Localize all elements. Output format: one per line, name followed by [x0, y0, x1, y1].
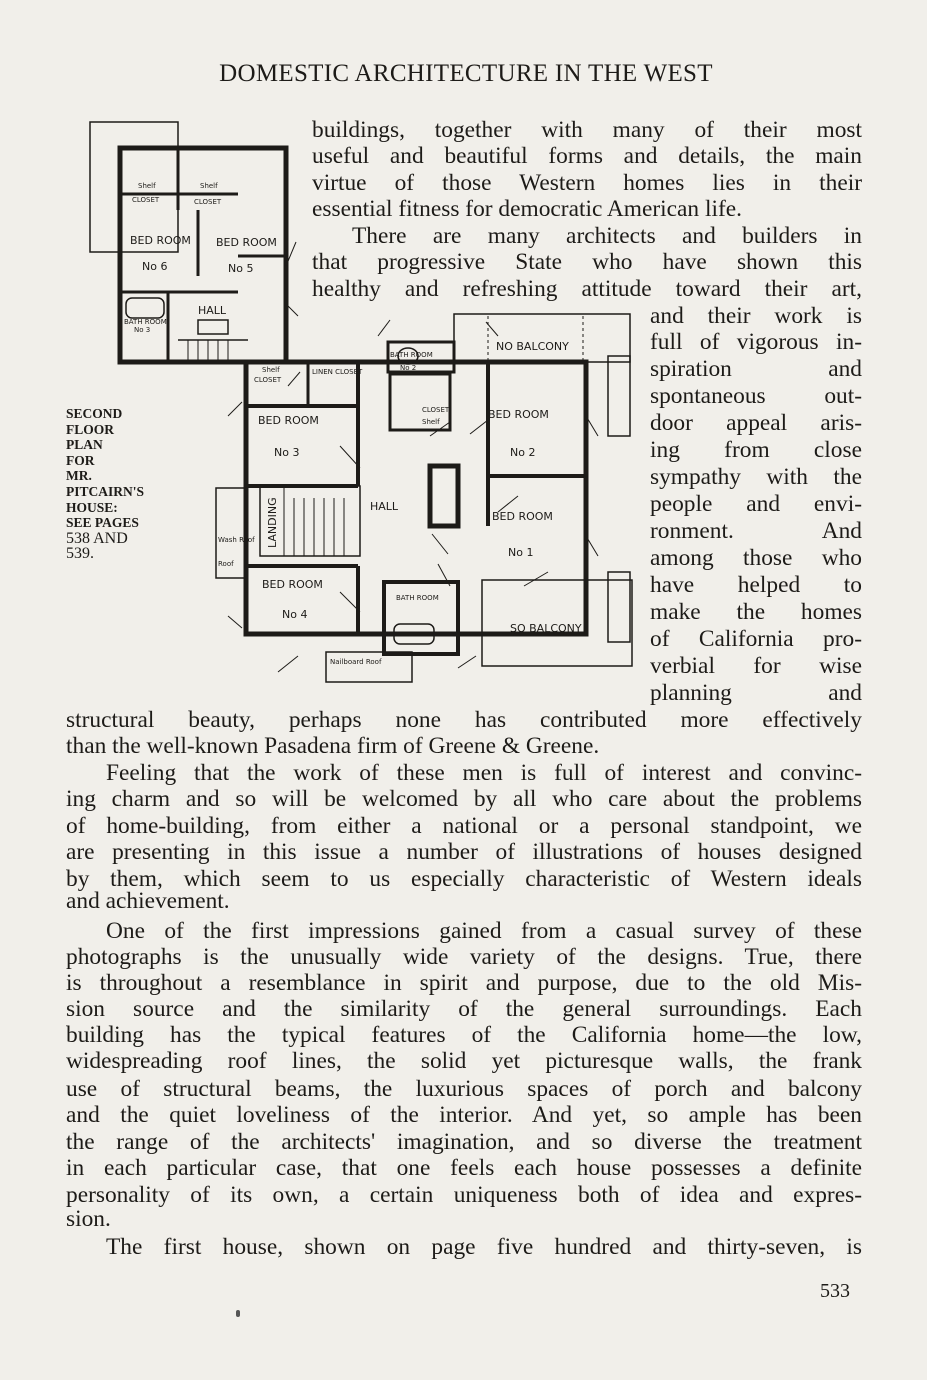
ink-speck — [236, 1310, 240, 1317]
body-line: building has the typical features of the California home—the low, — [66, 1022, 862, 1048]
body-line: virtue of those Western homes lies in their — [312, 170, 862, 196]
body-line: of California pro- — [650, 626, 862, 652]
body-line: by them, which seem to us especially characteristic of Western ideals — [66, 866, 862, 892]
plan-label: BED ROOM — [492, 510, 553, 523]
body-line: personality of its own, a certain uniqueness both of idea and expres- — [66, 1182, 862, 1208]
body-line: verbial for wise — [650, 653, 862, 679]
plan-label: NO BALCONY — [496, 340, 569, 353]
plan-label: No 5 — [228, 262, 254, 275]
plan-label: BED ROOM — [130, 234, 191, 247]
body-line: is throughout a resemblance in spirit and purpose, due to the old Mis- — [66, 970, 862, 996]
body-line: people and envi- — [650, 491, 862, 517]
body-line: buildings, together with many of their most — [312, 117, 862, 143]
plan-label: No 2 — [510, 446, 536, 459]
plan-label: No 6 — [142, 260, 168, 273]
plan-label: BED ROOM — [488, 408, 549, 421]
plan-label: CLOSET — [132, 196, 160, 204]
body-line: essential fitness for democratic American life. — [312, 196, 742, 222]
caption-line: SECOND — [66, 406, 123, 421]
plan-label: Shelf — [422, 418, 440, 426]
body-line: ing from close — [650, 437, 862, 463]
body-line: that progressive State who have shown this — [312, 249, 862, 275]
plan-label: BED ROOM — [258, 414, 319, 427]
caption-line: PLAN — [66, 437, 103, 453]
body-line: spiration and — [650, 356, 862, 382]
plan-label: HALL — [370, 500, 399, 513]
body-line: ronment. And — [650, 518, 862, 544]
body-line: and their work is — [650, 303, 862, 329]
plan-label: Nailboard Roof — [330, 658, 382, 666]
plan-label: No 4 — [282, 608, 308, 621]
plan-label: BED ROOM — [216, 236, 277, 249]
caption-line: FOR — [66, 452, 95, 468]
page-header: DOMESTIC ARCHITECTURE IN THE WEST — [219, 60, 713, 87]
plan-label: Shelf — [200, 182, 218, 190]
plan-label: BED ROOM — [262, 578, 323, 591]
body-line: sion. — [66, 1206, 111, 1232]
body-line: and the quiet loveliness of the interior. And yet, so ample has been — [66, 1102, 862, 1128]
caption-line: MR. — [66, 468, 92, 484]
plan-label: No 3 — [274, 446, 300, 459]
body-line: use of structural beams, the luxurious spaces of porch and balcony — [66, 1076, 862, 1102]
plan-label: BATH ROOM — [396, 594, 439, 602]
plan-label: LINEN CLOSET — [312, 368, 363, 376]
plan-label: No 1 — [508, 546, 534, 559]
body-line: One of the first impressions gained from a casual survey of these — [106, 918, 862, 944]
caption-line: HOUSE: — [66, 499, 118, 515]
caption-line: PITCAIRN'S — [66, 483, 145, 499]
body-line: widespreading roof lines, the solid yet picturesque walls, the frank — [66, 1048, 862, 1074]
caption-line: FLOOR — [66, 421, 115, 437]
plan-label: CLOSET — [254, 376, 282, 384]
caption-line: 538 AND — [66, 529, 128, 547]
body-line: useful and beautiful forms and details, the main — [312, 143, 862, 169]
body-line: have helped to — [650, 572, 862, 598]
caption-line: 539. — [66, 545, 94, 563]
body-line: are presenting in this issue a number of illustrations of houses designed — [66, 839, 862, 865]
plan-label: No 2 — [400, 364, 417, 372]
plan-label: Shelf — [138, 182, 156, 190]
figure-caption — [66, 406, 176, 562]
plan-label: BATH ROOM — [390, 351, 433, 359]
body-line: the range of the architects' imagination, and so diverse the treatment — [66, 1129, 862, 1155]
plan-label: Wash Roof — [218, 536, 255, 544]
body-line: and achievement. — [66, 888, 230, 914]
plan-label: No 3 — [134, 326, 151, 334]
plan-label: SO BALCONY — [510, 622, 582, 635]
plan-label: Shelf — [262, 366, 280, 374]
plan-label: BATH ROOM — [124, 318, 167, 326]
body-line: planning and — [650, 680, 862, 706]
plan-label: Roof — [218, 560, 234, 568]
body-line: sion source and the similarity of the general surroundings. Each — [66, 996, 862, 1022]
body-line: There are many architects and builders in — [352, 223, 862, 249]
body-line: than the well-known Pasadena firm of Greene & Greene. — [66, 733, 600, 759]
body-line: sympathy with the — [650, 464, 862, 490]
body-line: among those who — [650, 545, 862, 571]
body-line: of home-building, from either a national or a personal standpoint, we — [66, 813, 862, 839]
body-line: in each particular case, that one feels each house possesses a definite — [66, 1155, 862, 1181]
body-line: ing charm and so will be welcomed by all who care about the problems — [66, 786, 862, 812]
body-line: structural beauty, perhaps none has contributed more effectively — [66, 707, 862, 733]
body-line: photographs is the unusually wide variety of the designs. True, there — [66, 944, 862, 970]
plan-label: CLOSET — [194, 198, 222, 206]
page-number: 533 — [820, 1280, 850, 1302]
plan-label: CLOSET — [422, 406, 450, 414]
body-line: full of vigorous in- — [650, 329, 862, 355]
plan-label: LANDING — [266, 497, 279, 548]
plan-label: HALL — [198, 304, 227, 317]
body-line: The first house, shown on page five hundred and thirty-seven, is — [106, 1234, 862, 1260]
body-line: door appeal aris- — [650, 410, 862, 436]
body-line: spontaneous out- — [650, 383, 862, 409]
body-line: healthy and refreshing attitude toward their art, — [312, 276, 862, 302]
caption-line: SEE PAGES — [66, 515, 139, 531]
body-line: Feeling that the work of these men is full of interest and convinc- — [106, 760, 862, 786]
body-line: make the homes — [650, 599, 862, 625]
